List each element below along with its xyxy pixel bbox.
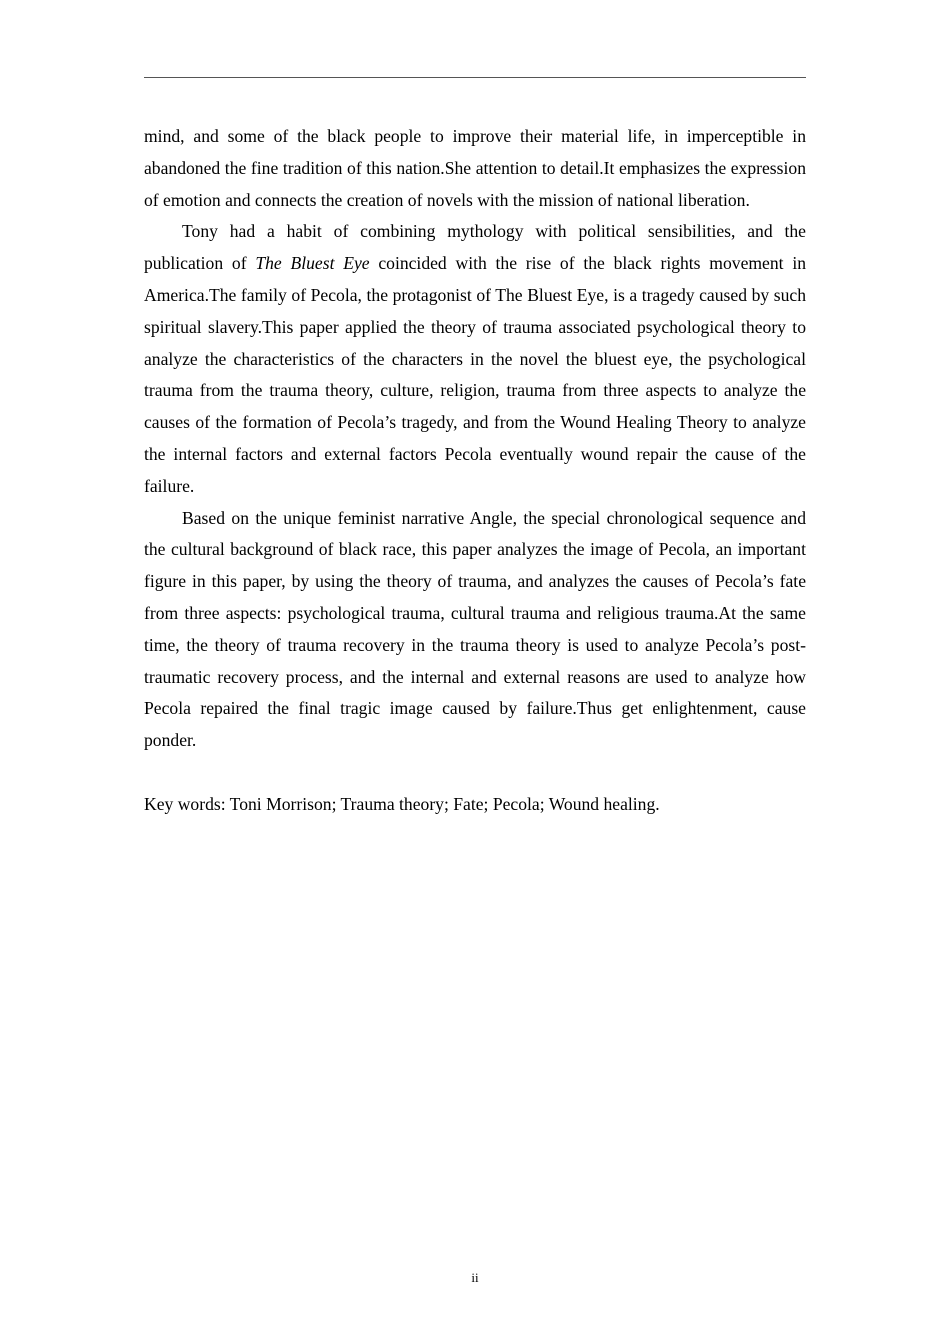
abstract-body [144,121,806,821]
abstract-paragraph-1: mind, and some of the black people to improve their material life, in imperceptible in abandoned the fine tradition of this nation.She attention to detail.It emphasizes the expression of emotion and connects the creation of novels with the mission of national liberation. [144,126,806,210]
abstract-paragraph-2 [144,216,806,502]
paragraph-2-text-end: coincided with the rise of the black rights movement in America.The family of Pecola, the protagonist of The Bluest Eye, is a tragedy caused by such spiritual slavery.This paper applied the theory of trauma associated psychological theory to analyze the characteristics of the characters in the novel the bluest eye, the psychological trauma from the trauma theory, culture, religion, trauma from three aspects to analyze the causes of the formation of Pecola’s tragedy, and from the Wound Healing Theory to analyze the internal factors and external factors Pecola eventually wound repair the cause of the failure. [144,253,806,496]
header-rule [144,77,806,78]
book-title: The Bluest Eye [255,253,370,274]
abstract-paragraph-3: Based on the unique feminist narrative Angle, the special chronological sequence and the cultural background of black race, this paper analyzes the image of Pecola, an important figure in this paper, by using the theory of trauma, and analyzes the causes of Pecola’s fate from three aspects: psychological trauma, cultural trauma and religious trauma.At the same time, the theory of trauma recovery in the trauma theory is used to analyze Pecola’s post-traumatic recovery process, and the internal and external reasons are used to analyze how Pecola repaired the final tragic image caused by failure.Thus get enlightenment, cause ponder. [144,507,806,751]
paragraph-2-text-start: Tony had a habit of combining mythology with political sensibilities, and the publication of [144,221,806,274]
keywords-line: Key words: Toni Morrison; Trauma theory; Fate; Pecola; Wound healing. [144,793,660,814]
page-number: ii [471,1270,479,1285]
